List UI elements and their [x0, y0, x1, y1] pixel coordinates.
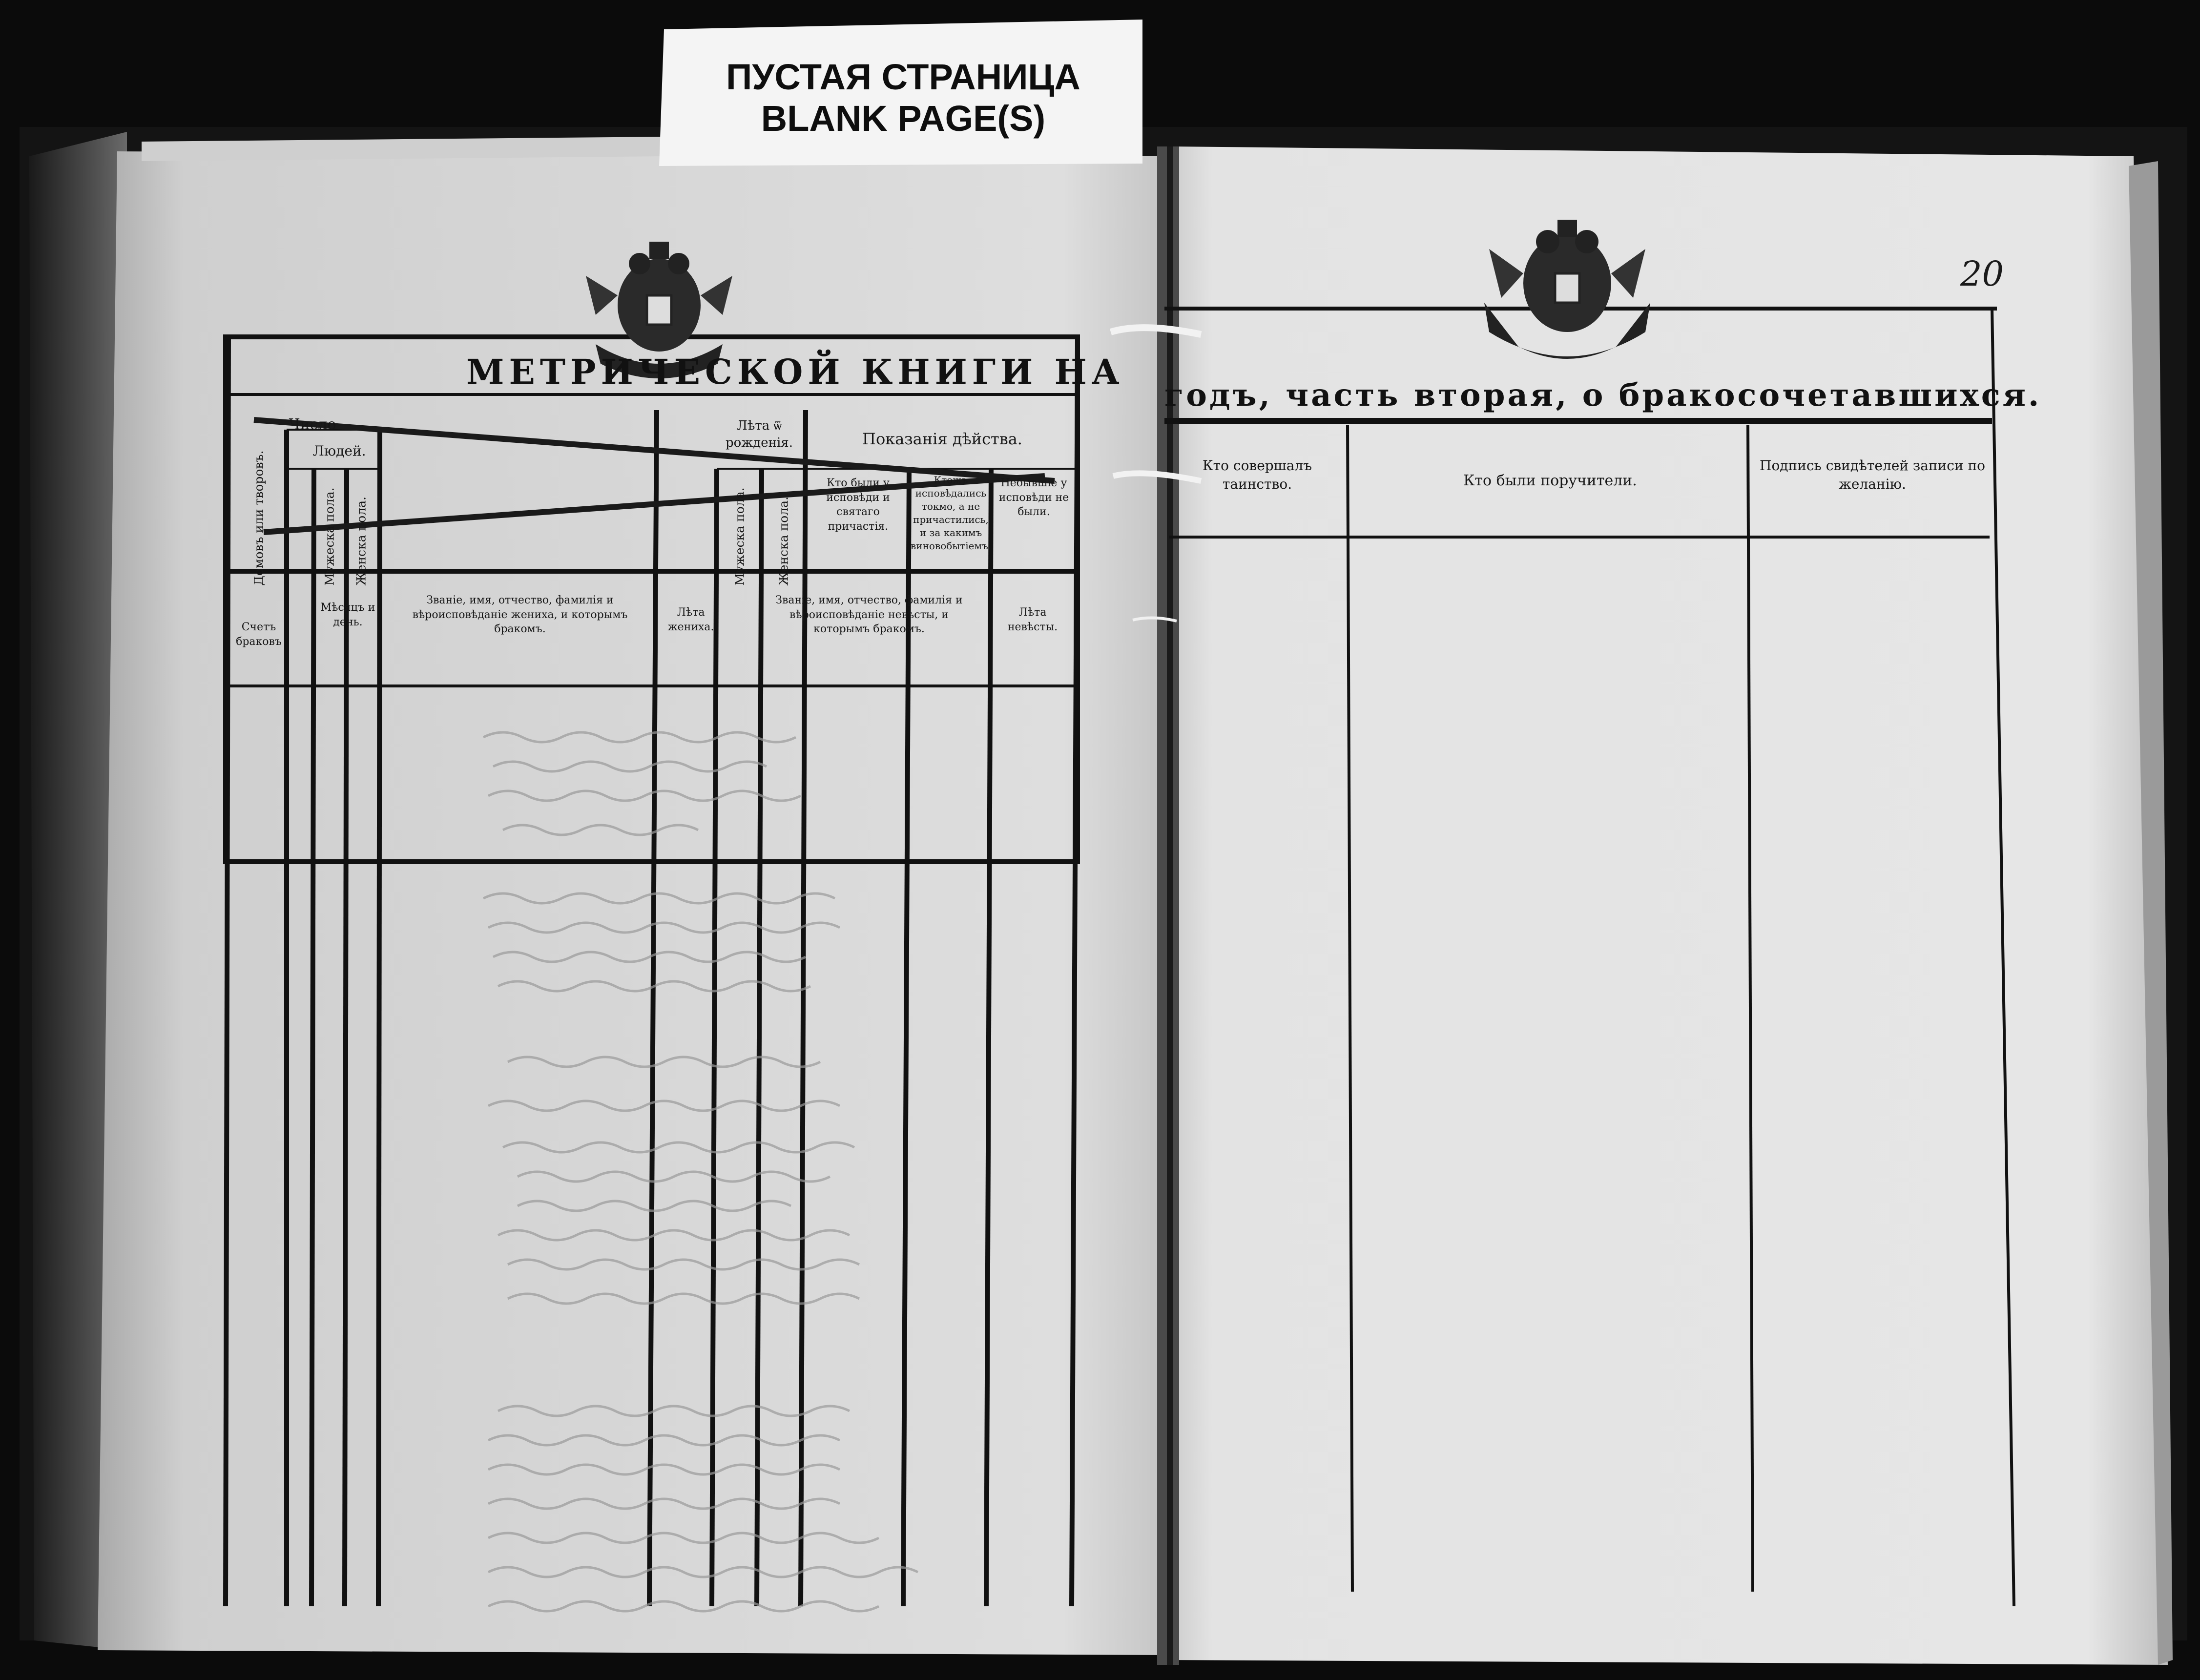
label-leta-zheniha: Лѣта жениха.	[667, 606, 714, 633]
label-nevesta: Званіе, имя, отчество, фамилія и вѣроисповѣданіе невѣсты, и которымъ бракомъ.	[775, 594, 963, 636]
subheader-nebyvshie: Небывшіе у исповѣди не были.	[998, 477, 1069, 519]
vheader-muzhska-2: Мужеска пола.	[732, 487, 747, 586]
label-schet-brakov: Счетъ браковъ	[236, 621, 282, 648]
subheader-kto-byli: Кто были у исповѣди и святаго причастія.	[826, 477, 890, 533]
label-leta-nevesty: Лѣта невѣсты.	[1007, 606, 1058, 633]
vheader-zhenska-2: Женска пола.	[776, 497, 791, 586]
blank-page-label-en: BLANK PAGE(S)	[761, 98, 1046, 139]
header-lyudei: Людей.	[312, 443, 366, 459]
left-page-title: МЕТРИЧЕСКОЙ КНИГИ НА	[466, 352, 1124, 392]
header-podpis-svideteley: Подпись свидѣтелей записи по желанію.	[1760, 457, 1985, 492]
page-number: 20	[1960, 254, 2004, 294]
blank-page-label-ru: ПУСТАЯ СТРАНИЦА	[726, 56, 1080, 97]
header-chislo: Число	[289, 416, 336, 433]
double-headed-eagle-icon	[1474, 220, 1660, 376]
header-poruchiteli: Кто были поручители.	[1463, 472, 1637, 489]
header-kto-sovershal: Кто совершалъ таинство.	[1202, 457, 1312, 492]
right-page-title: годъ, часть вторая, о бракосочетавшихся.	[1164, 377, 2042, 414]
vheader-muzhska: Мужеска пола.	[322, 487, 337, 586]
vheader-domov: Домовъ или творовъ.	[251, 450, 266, 586]
vheader-zhenska: Женска пола.	[354, 497, 369, 586]
label-mesyats-den: Мѣсяцъ и день.	[320, 601, 375, 628]
blank-page-label	[659, 29, 1147, 166]
header-pokazania: Показанія дѣйства.	[862, 430, 1022, 448]
label-zhenih: Званіе, имя, отчество, фамилія и вѣроисповѣданіе жениха, и которымъ бракомъ.	[412, 594, 628, 636]
header-leta-ot-rozhdenia: Лѣта ѿ рожденія.	[726, 418, 793, 451]
subheader-kto-ispovedalis: Ктожъ исповѣдались токмо, а не причастились, и за какимъ виновобытіемъ.	[911, 474, 992, 552]
